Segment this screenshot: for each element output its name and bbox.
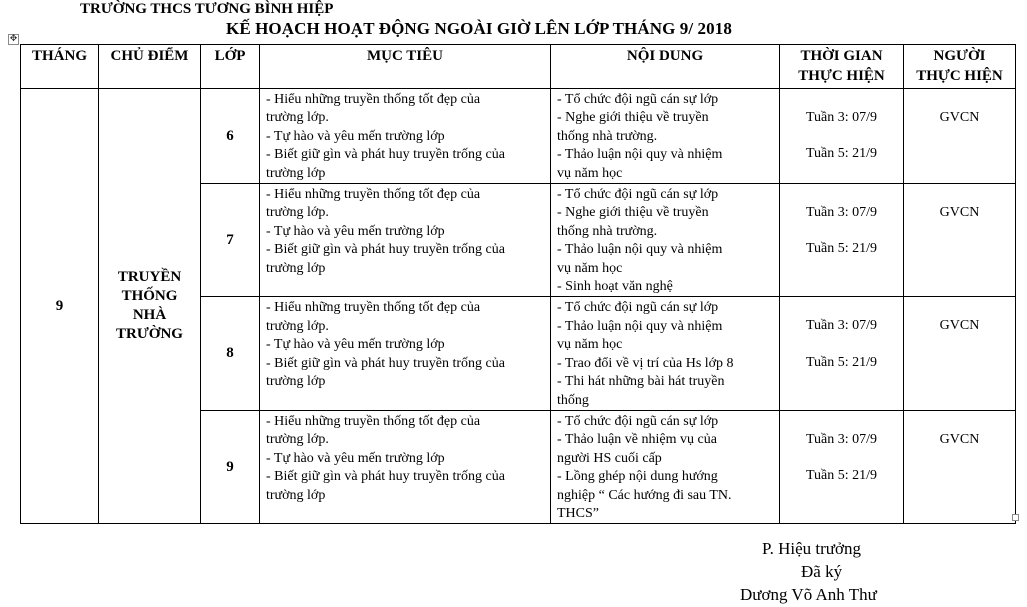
person-cell: GVCN (904, 184, 1016, 297)
content-line: vụ năm học (557, 260, 623, 276)
signature-role: P. Hiệu trưởng (762, 539, 861, 558)
header-topic: CHỦ ĐIỂM (99, 45, 201, 89)
content-line: - Nghe giới thiệu về truyền (557, 205, 709, 221)
table-header-row (21, 45, 1016, 89)
header-content: NỘI DUNG (551, 45, 780, 89)
content-cell (551, 184, 780, 297)
header-time-line-1: THỜI GIAN (800, 48, 883, 64)
table-row (21, 89, 1016, 184)
time-cell (780, 297, 904, 410)
content-line: - Nghe giới thiệu về truyền (557, 110, 709, 126)
content-line: thống (557, 392, 589, 408)
month-cell: 9 (21, 89, 99, 524)
time-week-3: Tuần 3: 07/9 (805, 205, 878, 221)
content-line: - Tổ chức đội ngũ cán sự lớp (557, 187, 719, 203)
signature-status: Đã ký (801, 562, 843, 581)
goal-line: - Tự hào và yêu mến trường lớp (266, 337, 445, 353)
table-move-handle-icon[interactable]: ✥ (9, 34, 18, 44)
goal-line: - Hiểu những truyền thống tốt đẹp của (266, 300, 481, 316)
school-name: TRƯỜNG THCS TƯƠNG BÌNH HIỆP (80, 1, 334, 17)
content-line: thống nhà trường. (557, 223, 658, 239)
goal-line: trường lớp. (266, 110, 329, 126)
person-cell: GVCN (904, 410, 1016, 523)
header-person (904, 45, 1016, 89)
content-line: vụ năm học (557, 337, 623, 353)
grade-cell: 6 (201, 89, 260, 184)
person-cell: GVCN (904, 89, 1016, 184)
goal-cell (260, 410, 551, 523)
topic-cell (99, 89, 201, 524)
content-line: - Thảo luận về nhiệm vụ của (557, 432, 717, 448)
time-week-3: Tuần 3: 07/9 (805, 431, 878, 447)
goal-line: - Hiểu những truyền thống tốt đẹp của (266, 92, 481, 107)
content-line: - Thảo luận nội quy và nhiệm (557, 147, 723, 163)
content-line: người HS cuối cấp (557, 450, 662, 466)
time-week-5: Tuần 5: 21/9 (805, 354, 878, 370)
goal-line: trường lớp (266, 374, 326, 390)
content-line: THCS” (557, 505, 599, 521)
content-line: - Sinh hoạt văn nghệ (557, 279, 673, 295)
grade-cell: 7 (201, 184, 260, 297)
header-person-line-2: THỰC HIỆN (916, 68, 1003, 84)
time-week-5: Tuần 5: 21/9 (805, 468, 878, 484)
signature-name: Dương Võ Anh Thư (740, 585, 877, 604)
goal-line: trường lớp. (266, 318, 329, 334)
content-line: vụ năm học (557, 165, 623, 181)
activity-plan-table (20, 44, 1016, 524)
goal-line: - Biết giữ gìn và phát huy truyền trống của (266, 469, 505, 485)
goal-line: - Biết giữ gìn và phát huy truyền trống của (266, 147, 505, 163)
content-line: - Thảo luận nội quy và nhiệm (557, 318, 723, 334)
signature-block (740, 537, 877, 606)
time-week-3: Tuần 3: 07/9 (805, 110, 878, 125)
topic-line: THỐNG (121, 288, 178, 305)
grade-cell: 8 (201, 297, 260, 410)
time-cell (780, 410, 904, 523)
content-cell (551, 89, 780, 184)
goal-line: - Tự hào và yêu mến trường lớp (266, 128, 445, 144)
content-line: - Tổ chức đội ngũ cán sự lớp (557, 92, 719, 107)
content-cell (551, 297, 780, 410)
table-resize-handle-icon[interactable] (1012, 514, 1019, 521)
time-cell (780, 184, 904, 297)
grade-cell: 9 (201, 410, 260, 523)
time-week-5: Tuần 5: 21/9 (805, 241, 878, 257)
goal-line: trường lớp. (266, 205, 329, 221)
goal-cell (260, 297, 551, 410)
time-week-3: Tuần 3: 07/9 (805, 318, 878, 334)
content-line: - Thảo luận nội quy và nhiệm (557, 242, 723, 258)
goal-line: trường lớp (266, 487, 326, 503)
goal-line: - Biết giữ gìn và phát huy truyền trống của (266, 355, 505, 371)
time-cell (780, 89, 904, 184)
content-line: thống nhà trường. (557, 128, 658, 144)
content-cell (551, 410, 780, 523)
goal-line: - Tự hào và yêu mến trường lớp (266, 450, 445, 466)
content-line: nghiệp “ Các hướng đi sau TN. (557, 487, 732, 503)
content-line: - Trao đổi về vị trí của Hs lớp 8 (557, 355, 734, 371)
content-line: - Tổ chức đội ngũ cán sự lớp (557, 413, 719, 429)
goal-cell (260, 184, 551, 297)
goal-line: trường lớp (266, 260, 326, 276)
goal-line: - Tự hào và yêu mến trường lớp (266, 223, 445, 239)
content-line: - Tổ chức đội ngũ cán sự lớp (557, 300, 719, 316)
header-time (780, 45, 904, 89)
goal-line: - Hiểu những truyền thống tốt đẹp của (266, 413, 481, 429)
content-line: - Thi hát những bài hát truyền (557, 374, 725, 390)
topic-line: TRUYỀN (117, 269, 182, 286)
header-goal: MỤC TIÊU (260, 45, 551, 89)
goal-line: - Hiểu những truyền thống tốt đẹp của (266, 187, 481, 203)
topic-line: TRƯỜNG (116, 326, 183, 343)
header-month: THÁNG (21, 45, 99, 89)
goal-line: - Biết giữ gìn và phát huy truyền trống của (266, 242, 505, 258)
goal-line: trường lớp (266, 165, 326, 181)
time-week-5: Tuần 5: 21/9 (805, 146, 878, 162)
header-person-line-1: NGƯỜI (933, 48, 986, 64)
header-grade: LỚP (201, 45, 260, 89)
document-title: KẾ HOẠCH HOẠT ĐỘNG NGOÀI GIỜ LÊN LỚP THÁNG 9/ 2018 (226, 19, 732, 38)
content-line: - Lồng ghép nội dung hướng (557, 469, 718, 485)
goal-cell (260, 89, 551, 184)
goal-line: trường lớp. (266, 432, 329, 448)
person-cell: GVCN (904, 297, 1016, 410)
topic-line: NHÀ (132, 307, 167, 324)
header-time-line-2: THỰC HIỆN (798, 68, 885, 84)
